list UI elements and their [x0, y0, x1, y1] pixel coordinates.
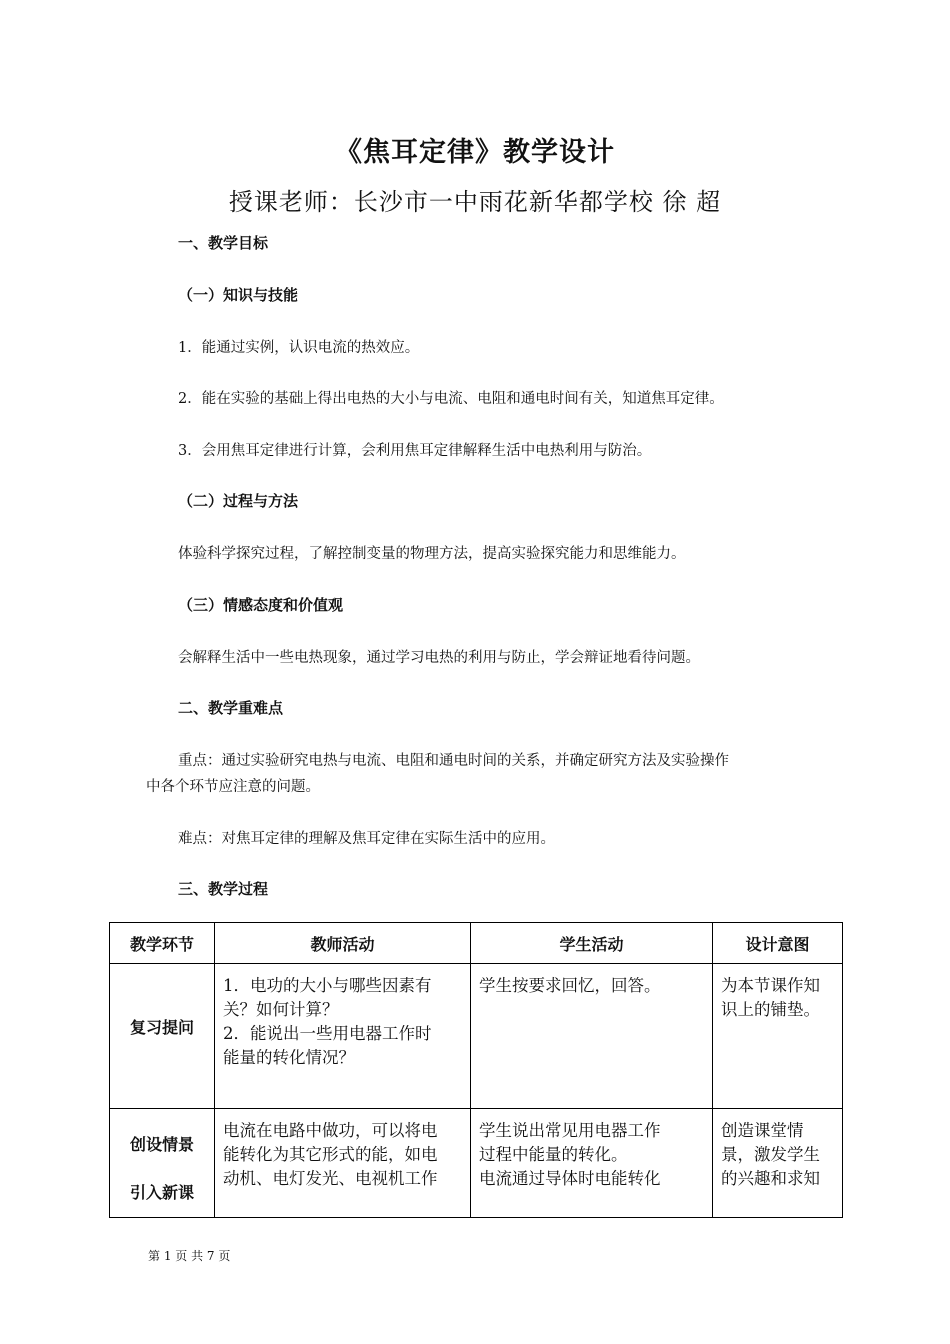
teacher-activity-cell	[215, 1109, 471, 1218]
student-activity-cell	[471, 964, 713, 1109]
stage-label: 引入新课	[129, 1183, 194, 1202]
column-header: 学生活动	[471, 923, 713, 964]
intent-line: 识上的铺垫。	[721, 1000, 820, 1019]
student-line: 电流通过导体时电能转化	[479, 1169, 661, 1188]
column-header: 教学环节	[110, 923, 215, 964]
table-row	[110, 964, 843, 1109]
table-header-row	[110, 923, 843, 964]
process-method-text: 体验科学探究过程，了解控制变量的物理方法，提高实验探究能力和思维能力。	[178, 546, 686, 562]
process-method-heading: （二）过程与方法	[178, 492, 299, 510]
table-row	[110, 1109, 843, 1218]
knowledge-item: 3．会用焦耳定律进行计算，会利用焦耳定律解释生活中电热利用与防治。	[178, 443, 652, 459]
teacher-line: 关？如何计算？	[223, 1000, 339, 1019]
teaching-process-heading: 三、教学过程	[178, 880, 269, 898]
column-header: 设计意图	[713, 923, 843, 964]
design-intent-cell	[713, 1109, 843, 1218]
teacher-line: 1．电功的大小与哪些因素有	[223, 976, 432, 995]
intent-line: 景，激发学生	[721, 1145, 820, 1164]
teacher-line: 能转化为其它形式的能，如电	[223, 1145, 438, 1164]
attitude-text: 会解释生活中一些电热现象，通过学习电热的利用与防止，学会辩证地看待问题。	[178, 650, 700, 666]
stage-label: 创设情景	[129, 1135, 194, 1154]
keypoint-line: 中各个环节应注意的问题。	[146, 779, 320, 795]
teacher-line: 电流在电路中做功，可以将电	[223, 1121, 438, 1140]
keypoints-heading: 二、教学重难点	[178, 699, 284, 717]
keypoint-line: 重点：通过实验研究电热与电流、电阻和通电时间的关系，并确定研究方法及实验操作	[178, 753, 729, 769]
teacher-line: 能量的转化情况？	[223, 1048, 355, 1067]
knowledge-item: 2．能在实验的基础上得出电热的大小与电流、电阻和通电时间有关，知道焦耳定律。	[178, 391, 724, 407]
intent-line: 为本节课作知	[721, 976, 820, 995]
document-subtitle: 授课老师：长沙市一中雨花新华都学校 徐 超	[228, 188, 722, 216]
attitude-heading: （三）情感态度和价值观	[178, 596, 344, 614]
column-header: 教师活动	[215, 923, 471, 964]
knowledge-item: 1．能通过实例，认识电流的热效应。	[178, 340, 420, 356]
difficulty-text: 难点：对焦耳定律的理解及焦耳定律在实际生活中的应用。	[178, 831, 555, 847]
design-intent-cell	[713, 964, 843, 1109]
intent-line: 的兴趣和求知	[721, 1169, 820, 1188]
teaching-process-table	[109, 922, 843, 1218]
teacher-line: 动机、电灯发光、电视机工作	[223, 1169, 438, 1188]
knowledge-heading: （一）知识与技能	[178, 286, 299, 304]
teacher-line: 2．能说出一些用电器工作时	[223, 1024, 432, 1043]
student-line: 过程中能量的转化。	[479, 1145, 628, 1164]
intent-line: 创造课堂情	[721, 1121, 804, 1140]
stage-cell	[110, 1109, 215, 1218]
document-title: 《焦耳定律》教学设计	[335, 137, 615, 168]
student-line: 学生按要求回忆，回答。	[479, 976, 661, 995]
student-line: 学生说出常见用电器工作	[479, 1121, 661, 1140]
objectives-heading: 一、教学目标	[178, 234, 269, 252]
stage-label: 复习提问	[129, 1017, 194, 1037]
page-footer: 第 1 页 共 7 页	[148, 1249, 231, 1263]
stage-cell	[110, 964, 215, 1109]
teacher-activity-cell	[215, 964, 471, 1109]
student-activity-cell	[471, 1109, 713, 1218]
